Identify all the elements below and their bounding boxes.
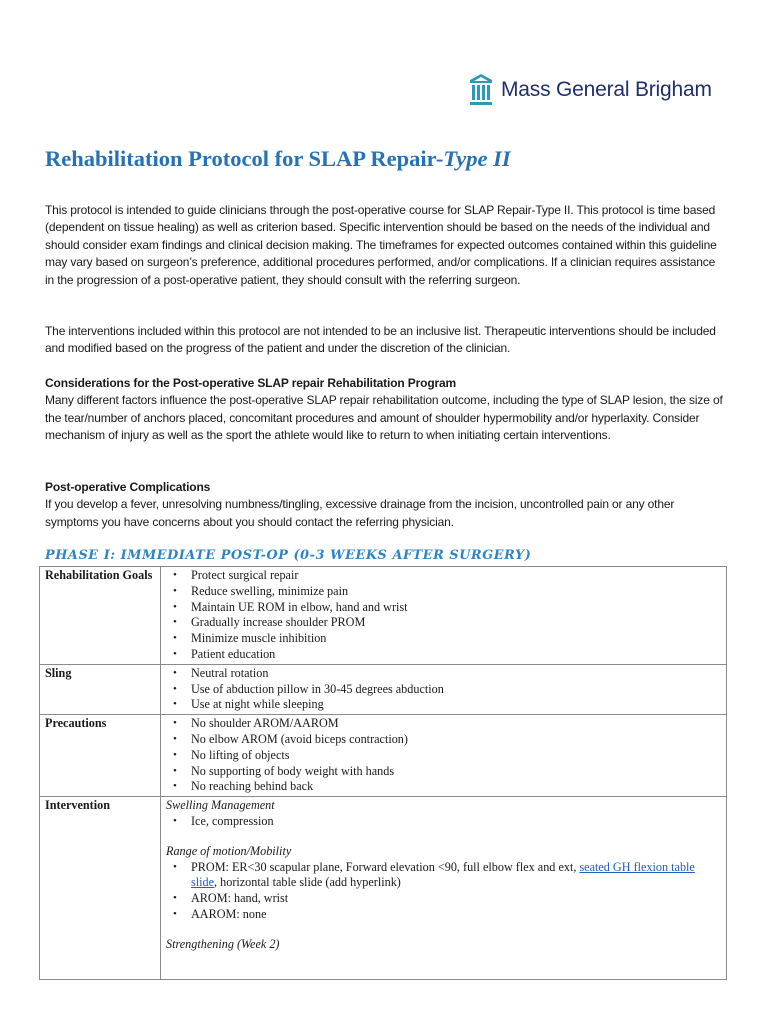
list-item: • No lifting of objects <box>166 748 722 764</box>
brand-logo <box>468 72 712 108</box>
row-label-goals: Rehabilitation Goals <box>40 567 161 665</box>
table-row <box>40 715 727 797</box>
title-main: Rehabilitation Protocol for SLAP Repair- <box>45 146 444 171</box>
gh-flexion-link[interactable]: seated GH flexion table slide <box>191 859 695 890</box>
swelling-heading: Swelling Management <box>166 798 275 813</box>
table-row <box>40 567 727 665</box>
rom-heading: Range of motion/Mobility <box>166 843 292 858</box>
table-row <box>40 664 727 714</box>
goals-list <box>166 568 722 663</box>
page-title <box>45 146 511 172</box>
swelling-list <box>166 814 722 830</box>
row-label-precautions: Precautions <box>40 715 161 797</box>
list-item: • Gradually increase shoulder PROM <box>166 615 722 631</box>
list-item: • Neutral rotation <box>166 666 722 682</box>
list-item: • Ice, compression <box>166 814 722 830</box>
list-item: • No reaching behind back <box>166 779 722 795</box>
intervention-cell <box>161 797 727 980</box>
precautions-cell <box>161 715 727 797</box>
rom-list <box>166 860 722 923</box>
list-item: • Protect surgical repair <box>166 568 722 584</box>
list-item: • Minimize muscle inhibition <box>166 631 722 647</box>
prom-tail: , horizontal table slide (add hyperlink) <box>214 875 401 890</box>
considerations-text: Many different factors influence the post-operative SLAP repair rehabilitation outcome, including the type of SLAP lesion, the size of the tear/number of anchors placed, concomitant procedures and amount of shoulder hypermobility and/or hyperlaxity. Consider mechanism of injury as well as the sport the athlete would like to return to when initiating certain interventions. <box>45 393 723 443</box>
phase1-table <box>39 566 727 980</box>
list-item: • AROM: hand, wrist <box>166 891 722 907</box>
list-item: • Use of abduction pillow in 30-45 degrees abduction <box>166 682 722 698</box>
sling-cell <box>161 664 727 714</box>
list-item: • AAROM: none <box>166 907 722 923</box>
considerations-heading: Considerations for the Post-operative SLAP repair Rehabilitation Program <box>45 376 457 390</box>
sling-list <box>166 666 722 713</box>
table-row <box>40 797 727 980</box>
logo-text: Mass General Brigham <box>501 78 712 101</box>
list-item: • No elbow AROM (avoid biceps contraction) <box>166 732 722 748</box>
considerations-section <box>45 375 725 445</box>
row-label-sling: Sling <box>40 664 161 714</box>
intro-paragraph-1: This protocol is intended to guide clinicians through the post-operative course for SLAP Repair-Type II. This protocol is time based (dependent on tissue healing) as well as criterion based. Specific intervention should be based on the needs of the individual and should consider exam findings and clinical decision making. The timeframes for expected outcomes contained within this guideline may vary based on surgeon’s preference, additional procedures performed, and/or complications. If a clinician requires assistance in the progression of a post-operative patient, they should consult with the referring surgeon. <box>45 203 717 287</box>
precautions-list <box>166 716 722 795</box>
complications-heading: Post-operative Complications <box>45 480 211 494</box>
strengthening-heading: Strengthening (Week 2) <box>166 936 280 951</box>
list-item: • No shoulder AROM/AAROM <box>166 716 722 732</box>
intro-paragraph-2: The interventions included within this protocol are not intended to be an inclusive list. Therapeutic interventions should be included and modified based on the progress of the patient and under the discretion of the clinician. <box>45 324 716 356</box>
list-item: • No supporting of body weight with hands <box>166 764 722 780</box>
complications-section <box>45 479 725 531</box>
complications-text: If you develop a fever, unresolving numbness/tingling, excessive drainage from the incision, uncontrolled pain or any other symptoms you have concerns about you should contact the referring physician. <box>45 497 675 529</box>
building-columns-icon <box>468 72 494 108</box>
phase-heading: PHASE I: IMMEDIATE POST-OP (0-3 WEEKS AFTER SURGERY) <box>45 548 532 563</box>
list-item: • Patient education <box>166 647 722 663</box>
goals-cell <box>161 567 727 665</box>
list-item: • Reduce swelling, minimize pain <box>166 584 722 600</box>
list-item: • Use at night while sleeping <box>166 697 722 713</box>
prom-text: PROM: ER<30 scapular plane, Forward elevation <90, full elbow flex and ext, <box>191 859 580 874</box>
row-label-intervention: Intervention <box>40 797 161 980</box>
title-type: Type II <box>443 146 511 171</box>
list-item <box>166 860 722 892</box>
list-item: • Maintain UE ROM in elbow, hand and wrist <box>166 600 722 616</box>
